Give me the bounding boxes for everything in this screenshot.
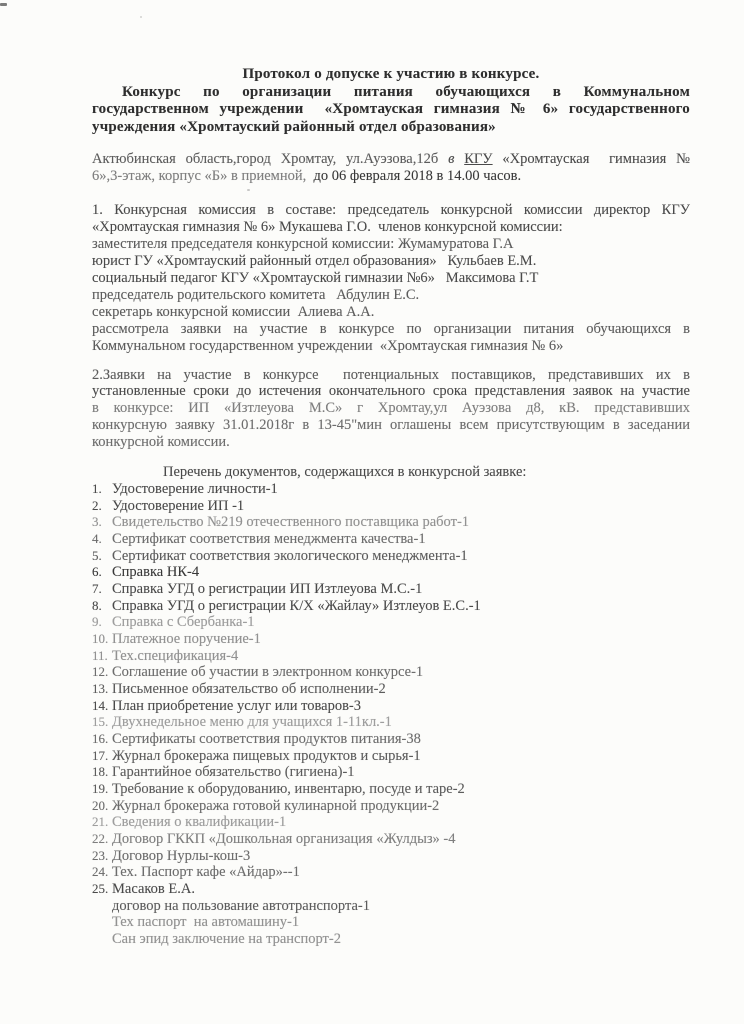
text-line: Коммунальном государственном учреждении «Хромтауская гимназия № 6» — [92, 337, 564, 354]
text-line: в конкурсе: ИП «Изтлеуова М.С» г Хромтау,ул Ауэзова д8, кВ. представивших — [92, 400, 690, 417]
list-item-number: 3. — [92, 514, 102, 530]
list-item-number: 8. — [92, 597, 102, 613]
list-item-number: 5. — [92, 547, 102, 563]
committee-paragraph — [92, 202, 690, 354]
address-line — [92, 168, 690, 185]
list-item — [92, 798, 690, 815]
document-list-header: Перечень документов, содержащихся в конкурсной заявке: — [163, 464, 527, 481]
list-item-text: Свидетельство №219 отечественного поставщика работ-1 — [112, 514, 470, 531]
list-item — [92, 831, 690, 848]
address-paragraph — [92, 151, 690, 185]
text-line: 2.Заявки на участие в конкурсе потенциальных поставщиков, представивших их в — [92, 366, 690, 383]
document-subtitle-line: Конкурс по организации питания обучающихся в Коммунальном — [122, 83, 690, 100]
text-line: председатель родительского комитета Абдулин Е.С. — [92, 286, 420, 303]
list-item-number: 7. — [92, 581, 102, 597]
underlined-text: КГУ — [464, 151, 493, 167]
list-item-number: 12. — [92, 664, 109, 680]
document-title-block — [92, 66, 690, 136]
address-text: Актюбинская область,город Хромтау, ул.Ауэзова,12б — [92, 151, 449, 167]
applications-paragraph — [92, 367, 690, 452]
list-item-text: Справка УГД о регистрации К/Х «Жайлау» Изтлеуов Е.С.-1 — [112, 597, 481, 614]
scan-speck — [140, 16, 142, 18]
text-line: конкурсную заявку 31.01.2018г в 13-45"мин оглашены всем присутствующим в заседании — [92, 417, 690, 434]
list-item-number: 17. — [92, 747, 109, 763]
list-item-number: 16. — [92, 730, 109, 746]
list-item-text: Соглашение об участии в электронном конкурсе-1 — [112, 664, 424, 681]
document-subtitle-line: учреждения «Хромтауский районный отдел образования» — [92, 118, 496, 135]
document-subtitle-line: государственном учреждении «Хромтауская гимназия № 6» государственного — [92, 101, 690, 117]
list-item-number: 2. — [92, 497, 102, 513]
list-item — [92, 814, 690, 831]
list-item — [92, 848, 690, 865]
list-item — [92, 481, 690, 498]
list-item-text: Платежное поручение-1 — [112, 631, 261, 647]
address-line — [92, 151, 690, 168]
text-line: 1. Конкурсная комиссия в составе: председатель конкурсной комиссии директор КГУ — [92, 202, 690, 219]
scan-speck — [0, 3, 7, 6]
list-item-number: 14. — [92, 697, 109, 713]
list-item — [92, 664, 690, 681]
list-item-text: Справка с Сбербанка-1 — [112, 614, 255, 631]
text-line: установленные сроки до истечения окончательного срока представления заявок на участие — [92, 383, 690, 400]
list-item-number: 10. — [92, 631, 109, 646]
list-item-text: Удостоверение ИП -1 — [112, 497, 245, 514]
list-item-text: Требование к оборудованию, инвентарю, посуде и таре-2 — [112, 780, 465, 797]
list-item-number: 22. — [92, 830, 109, 846]
list-item-text: Журнал брокеража готовой кулинарной продукции-2 — [112, 797, 440, 814]
list-item-text: Двухнедельное меню для учащихся 1-11кл.-1 — [112, 714, 392, 731]
list-item-text: Договор Нурлы-кош-3 — [112, 847, 251, 864]
text-line: социальный педагог КГУ «Хромтауской гимназии №6» Максимова Г.Т — [92, 270, 539, 287]
list-item-number: 1. — [92, 481, 102, 497]
text-line: Сан эпид заключение на транспорт-2 — [112, 930, 341, 947]
list-item — [92, 614, 690, 631]
list-item-number: 25. — [92, 880, 109, 896]
list-item-number: 20. — [92, 797, 109, 813]
list-item-text: Письменное обязательство об исполнении-2 — [112, 680, 386, 697]
list-item-number: 6. — [92, 564, 102, 580]
text-line: юрист ГУ «Хромтауский районный отдел образования» Кульбаев Е.М. — [92, 253, 537, 270]
list-item — [92, 681, 690, 698]
address-text — [454, 151, 464, 167]
list-item-text: Тех. Паспорт кафе «Айдар»--1 — [112, 864, 300, 881]
list-item-number: 11. — [92, 647, 108, 663]
list-item-text: Договор ГККП «Дошкольная организация «Жулдыз» -4 — [112, 830, 456, 847]
list-item-number: 19. — [92, 780, 109, 796]
list-item-text: Сведения о квалификации-1 — [112, 814, 287, 831]
list-item-text: Сертификат соответствия менеджмента качества-1 — [112, 531, 426, 548]
text-line: договор на пользование автотранспорта-1 — [112, 897, 371, 914]
italic-text: в — [448, 151, 455, 167]
list-item-number: 13. — [92, 680, 109, 696]
list-item — [92, 764, 690, 781]
list-item-text: Тех.спецификация-4 — [112, 647, 239, 664]
list-item-number: 15. — [92, 714, 109, 730]
list-item — [92, 714, 690, 731]
list-item-number: 9. — [92, 614, 102, 630]
text-line: «Хромтауская гимназия № 6» Мукашева Г.О. членов конкурсной комиссии: — [92, 219, 563, 236]
list-item-number: 23. — [92, 847, 109, 863]
address-text: «Хромтауская гимназия № — [492, 151, 690, 167]
list-item-text: Сертификат соответствия экологического менеджмента-1 — [112, 547, 468, 564]
document-list — [92, 481, 690, 897]
deadline-text: до 06 февраля 2018 в 14.00 часов. — [313, 168, 522, 185]
list-item — [92, 781, 690, 798]
list-item-number: 24. — [92, 864, 109, 880]
text-line: конкурсной комиссии. — [92, 434, 230, 451]
list-item — [92, 698, 690, 715]
list-item-number: 21. — [92, 814, 109, 830]
document-title: Протокол о допуске к участию в конкурсе. — [242, 66, 540, 82]
list-item-text: Гарантийное обязательство (гигиена)-1 — [112, 764, 355, 781]
list-item-text: Журнал брокеража пищевых продуктов и сырья-1 — [112, 747, 421, 764]
list-item-text: Справка УГД о регистрации ИП Изтлеуова М.С.-1 — [112, 581, 423, 598]
list-item-text: Масаков Е.А. — [112, 880, 195, 897]
list-item-text: Удостоверение личности-1 — [112, 481, 278, 498]
list-item — [92, 581, 690, 598]
list-item-number: 18. — [92, 764, 109, 780]
document-content — [92, 66, 690, 947]
list-item — [92, 531, 690, 548]
list-item — [92, 648, 690, 665]
list-item — [92, 748, 690, 765]
list-item — [92, 598, 690, 615]
list-item — [92, 864, 690, 881]
text-line: Тех паспорт на автомашину-1 — [112, 914, 300, 931]
list-item — [92, 631, 690, 648]
list-item — [92, 548, 690, 565]
list-item-text: Сертификаты соответствия продуктов питания-38 — [112, 730, 421, 747]
list-item-text: План приобретение услуг или товаров-3 — [112, 697, 361, 714]
list-item — [92, 514, 690, 531]
list-item-number: 4. — [92, 531, 102, 547]
text-line: секретарь конкурсной комиссии Алиева А.А. — [92, 303, 375, 320]
list-item — [92, 731, 690, 748]
document-sub-list — [112, 898, 690, 948]
text-line: заместителя председателя конкурсной комиссии: Жумамуратова Г.А — [92, 236, 514, 253]
text-line: рассмотрела заявки на участие в конкурсе по организации питания обучающихся в — [92, 320, 690, 337]
list-item-text: Справка НК-4 — [112, 564, 200, 581]
list-item — [92, 498, 690, 515]
address-text: 6»,3-этаж, корпус «Б» в приемной, — [92, 168, 314, 185]
list-item — [92, 564, 690, 581]
list-item — [92, 881, 690, 898]
